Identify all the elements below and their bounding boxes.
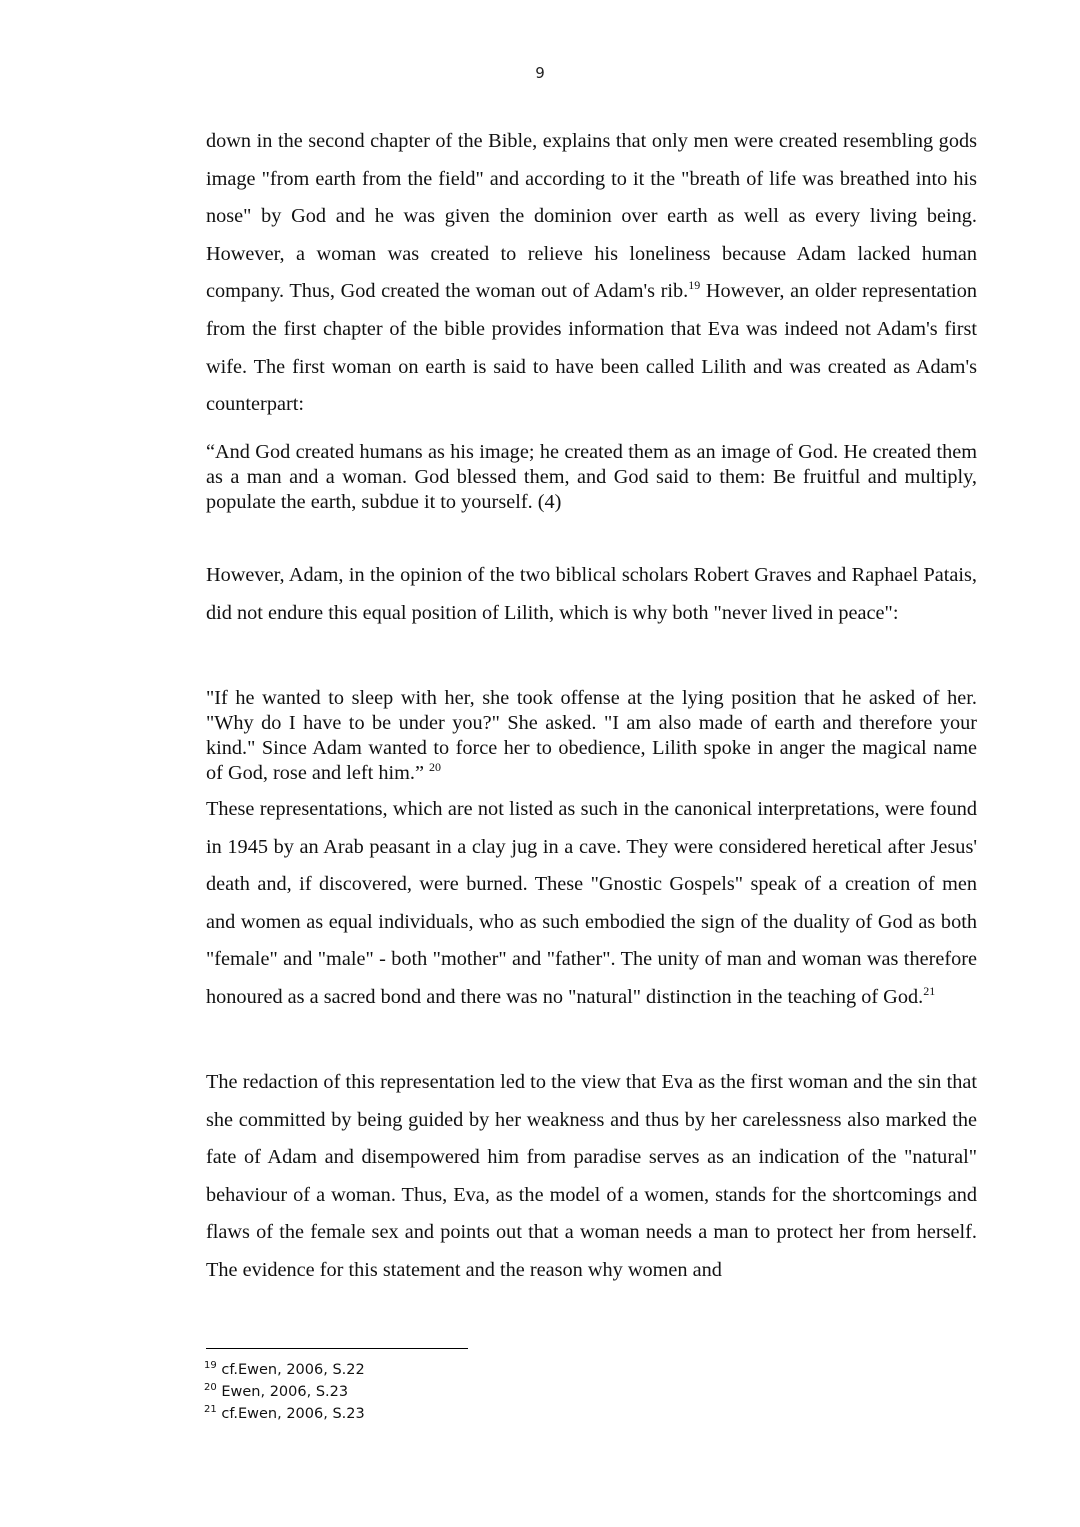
paragraph-4-text: The redaction of this representation led to the view that Eva as the first woman and the sin that she committed by being guided by her weakness and thus by her carelessness also marked the fate of Adam and disempowered him from paradise serves as an indication of the "natural" behaviour of a woman. Thus, Eva, as the model of a women, stands for the shortcomings and flaws of the female sex and points out that a woman needs a man to protect her from herself. The evidence for this statement and the reason why women and — [206, 1071, 977, 1281]
paragraph-1 — [206, 123, 977, 424]
paragraph-1-text-b: However, an older representation from the first chapter of the bible provides information that Eva was indeed not Adam's first wife. The first woman on earth is said to have been called Lilith and was created as Adam's counterpart: — [206, 280, 978, 416]
footnote-separator — [206, 1348, 468, 1349]
footnote-number: 20 — [204, 1382, 217, 1394]
footnote-text: Ewen, 2006, S.23 — [221, 1384, 349, 1400]
block-quote-2-text: "If he wanted to sleep with her, she took offense at the lying position that he asked of her. "Why do I have to be under you?" She asked. "I am also made of earth and therefore your kind." Since Adam wanted to force her to obedience, Lilith spoke in anger the magical name of God, rose and left him.” — [206, 687, 977, 784]
paragraph-1-text-a: down in the second chapter of the Bible, explains that only men were created resembling gods image "from earth from the field" and according to it the "breath of life was breathed into his nose" by God and he was given the dominion over earth as well as every living being. However, a woman was created to relieve his loneliness because Adam lacked human company. Thus, God created the woman out of Adam's rib. — [206, 130, 977, 303]
page-number: 9 — [535, 64, 545, 82]
footnote-ref-19[interactable]: 19 — [688, 278, 701, 293]
block-quote-1-text: “And God created humans as his image; he created them as an image of God. He created them as a man and a woman. God blessed them, and God said to them: Be fruitful and multiply, populate the earth, subdue it to yourself. (4) — [206, 441, 977, 513]
block-quote-1 — [206, 440, 977, 515]
paragraph-3-text: These representations, which are not listed as such in the canonical interpretations, were found in 1945 by an Arab peasant in a clay jug in a cave. They were considered heretical after Jesus' death and, if discovered, were burned. These "Gnostic Gospels" speak of a creation of men and women as equal individuals, who as such embodied the sign of the duality of God as both "female" and "male" - both "mother" and "father". The unity of man and woman was therefore honoured as a sacred bond and there was no "natural" distinction in the teaching of God. — [206, 798, 977, 1008]
footnote-21 — [204, 1403, 365, 1425]
footnote-ref-21[interactable]: 21 — [923, 984, 936, 999]
footnote-20 — [204, 1381, 365, 1403]
footnote-number: 21 — [204, 1404, 217, 1416]
footnotes — [204, 1359, 365, 1425]
footnote-19 — [204, 1359, 365, 1381]
footnote-number: 19 — [204, 1360, 217, 1372]
footnote-text: cf.Ewen, 2006, S.22 — [221, 1362, 365, 1378]
paragraph-2 — [206, 557, 977, 632]
paragraph-3 — [206, 791, 977, 1017]
block-quote-2 — [206, 686, 977, 786]
paragraph-2-text: However, Adam, in the opinion of the two biblical scholars Robert Graves and Raphael Patais, did not endure this equal position of Lilith, which is why both "never lived in peace": — [206, 564, 977, 624]
footnote-text: cf.Ewen, 2006, S.23 — [221, 1406, 365, 1422]
footnote-ref-20[interactable]: 20 — [429, 760, 442, 775]
paragraph-4 — [206, 1064, 977, 1290]
